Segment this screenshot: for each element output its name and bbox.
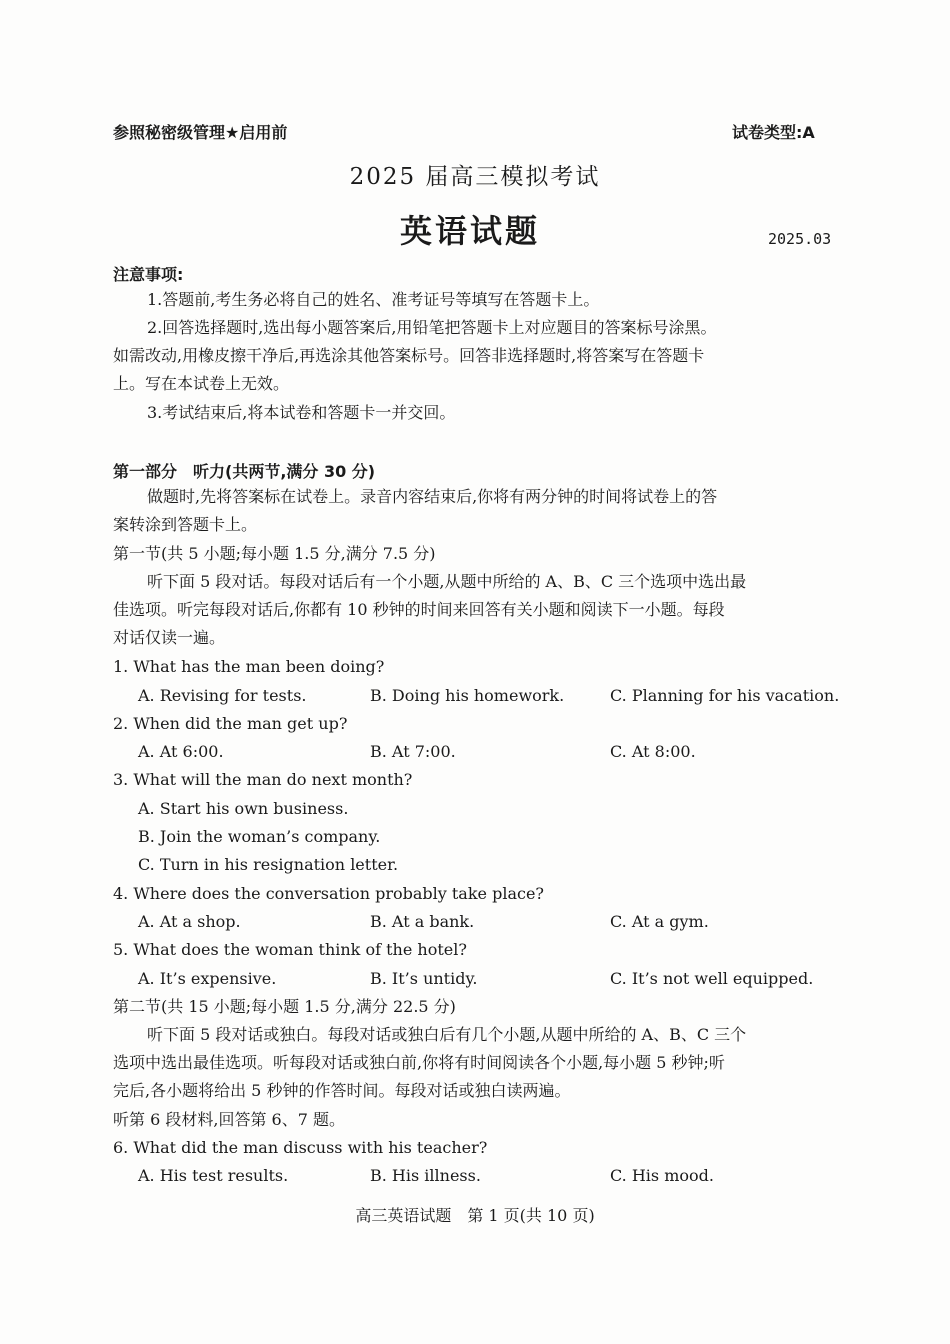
question-2-option-c: C. At 8:00. (610, 742, 696, 761)
question-1: 1. What has the man been doing? (113, 657, 385, 676)
section2-heading: 第二节(共 15 小题;每小题 1.5 分,满分 22.5 分) (113, 997, 456, 1016)
question-2-option-b: B. At 7:00. (370, 742, 456, 761)
question-1-option-a: A. Revising for tests. (138, 686, 307, 705)
question-4-option-b: B. At a bank. (370, 912, 475, 931)
section2-material-label: 听第 6 段材料,回答第 6、7 题。 (113, 1110, 345, 1129)
question-5: 5. What does the woman think of the hotel? (113, 940, 467, 959)
question-6-option-a: A. His test results. (138, 1166, 289, 1185)
exam-date: 2025.03 (768, 230, 832, 248)
section1-intro-line-3: 对话仅读一遍。 (113, 628, 226, 647)
question-2-option-a: A. At 6:00. (138, 742, 224, 761)
question-5-option-c: C. It’s not well equipped. (610, 969, 814, 988)
notice-item-1: 1.答题前,考生务必将自己的姓名、准考证号等填写在答题卡上。 (147, 290, 600, 309)
question-3: 3. What will the man do next month? (113, 770, 413, 789)
secret-label: 参照秘密级管理★启用前 (113, 123, 288, 142)
notice-item-2-line-3: 上。写在本试卷上无效。 (113, 374, 290, 393)
question-1-option-c: C. Planning for his vacation. (610, 686, 840, 705)
question-4-option-c: C. At a gym. (610, 912, 709, 931)
exam-title: 2025 届高三模拟考试 (349, 164, 601, 190)
question-4: 4. Where does the conversation probably take place? (113, 884, 544, 903)
page-footer: 高三英语试题 第 1 页(共 10 页) (355, 1206, 595, 1225)
question-3-option-a: A. Start his own business. (138, 799, 349, 818)
notice-item-3: 3.考试结束后,将本试卷和答题卡一并交回。 (147, 403, 456, 422)
section1-intro-line-1: 听下面 5 段对话。每段对话后有一个小题,从题中所给的 A、B、C 三个选项中选出最 (147, 572, 747, 591)
section1-heading: 第一节(共 5 小题;每小题 1.5 分,满分 7.5 分) (113, 544, 436, 563)
notice-title: 注意事项: (113, 265, 184, 284)
paper-type-label: 试卷类型:A (732, 123, 815, 142)
section2-intro-line-3: 完后,各小题将给出 5 秒钟的作答时间。每段对话或独白读两遍。 (113, 1081, 571, 1100)
question-1-option-b: B. Doing his homework. (370, 686, 565, 705)
question-6-option-c: C. His mood. (610, 1166, 714, 1185)
part1-intro-line-2: 案转涂到答题卡上。 (113, 515, 258, 534)
section1-intro-line-2: 佳选项。听完每段对话后,你都有 10 秒钟的时间来回答有关小题和阅读下一小题。每段 (113, 600, 725, 619)
question-2: 2. When did the man get up? (113, 714, 348, 733)
subject-title: 英语试题 (399, 212, 540, 250)
question-6-option-b: B. His illness. (370, 1166, 481, 1185)
part1-heading: 第一部分 听力(共两节,满分 30 分) (113, 462, 376, 481)
question-3-option-c: C. Turn in his resignation letter. (138, 855, 399, 874)
question-5-option-b: B. It’s untidy. (370, 969, 478, 988)
part1-intro-line-1: 做题时,先将答案标在试卷上。录音内容结束后,你将有两分钟的时间将试卷上的答 (147, 487, 718, 506)
notice-item-2-line-2: 如需改动,用橡皮擦干净后,再选涂其他答案标号。回答非选择题时,将答案写在答题卡 (113, 346, 705, 365)
question-4-option-a: A. At a shop. (138, 912, 241, 931)
question-3-option-b: B. Join the woman’s company. (138, 827, 381, 846)
question-6: 6. What did the man discuss with his teacher? (113, 1138, 488, 1157)
question-5-option-a: A. It’s expensive. (138, 969, 277, 988)
section2-intro-line-1: 听下面 5 段对话或独白。每段对话或独白后有几个小题,从题中所给的 A、B、C 三个 (147, 1025, 747, 1044)
section2-intro-line-2: 选项中选出最佳选项。听每段对话或独白前,你将有时间阅读各个小题,每小题 5 秒钟;听 (113, 1053, 725, 1072)
notice-item-2-line-1: 2.回答选择题时,选出每小题答案后,用铅笔把答题卡上对应题目的答案标号涂黑。 (147, 318, 717, 337)
